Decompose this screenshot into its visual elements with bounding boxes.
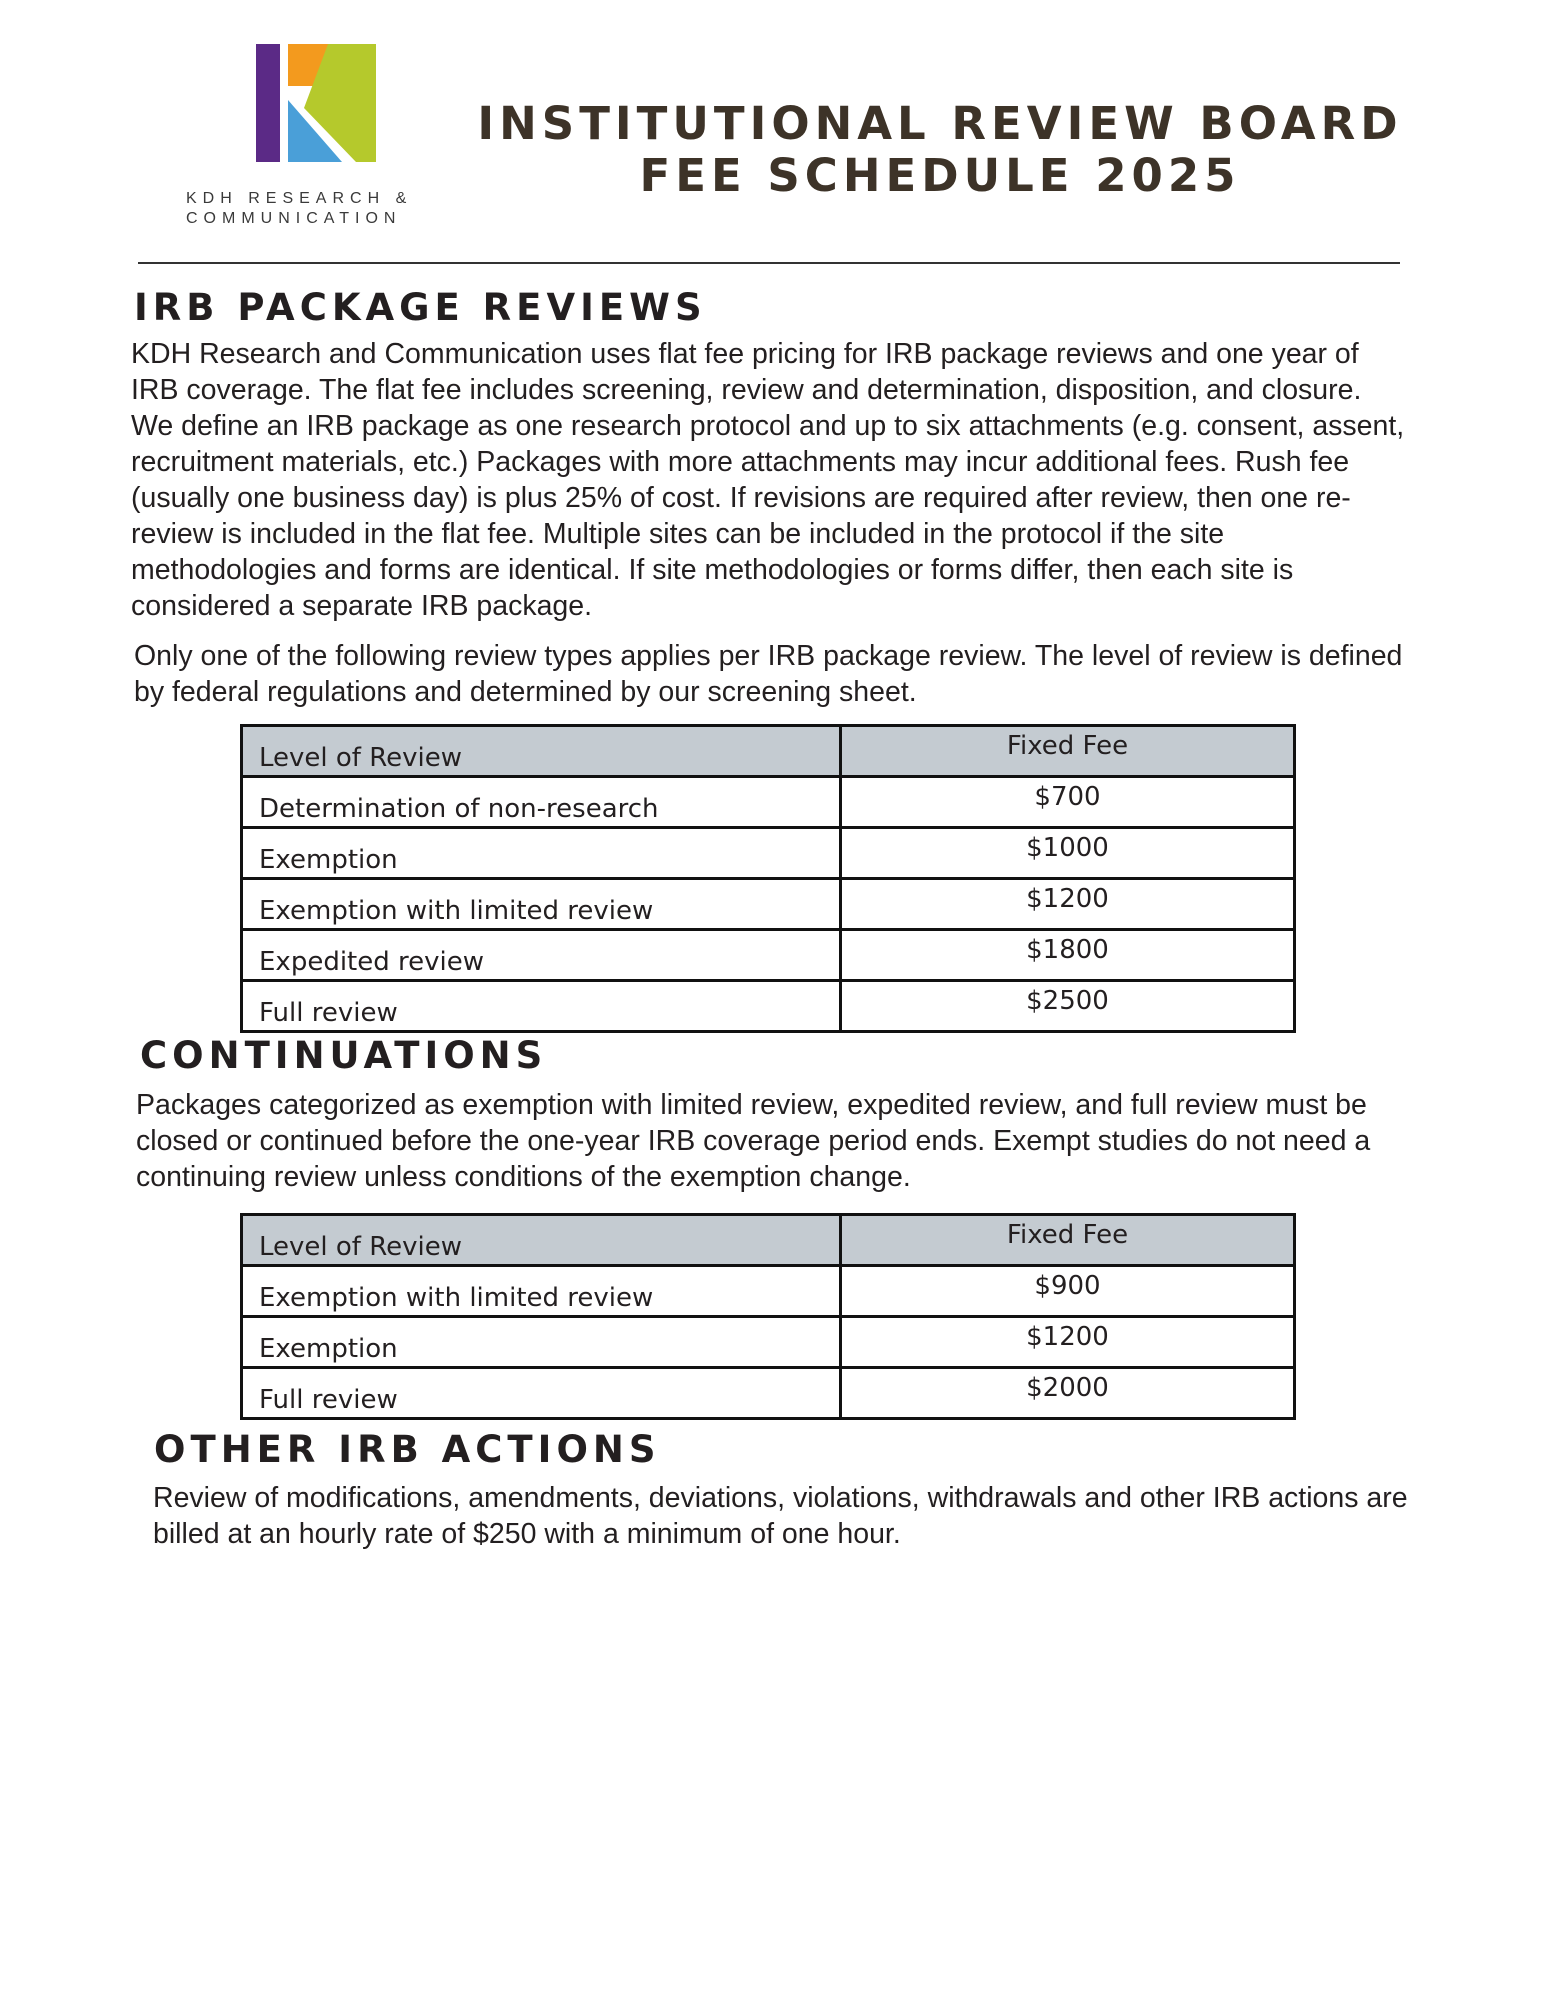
continuations-heading: CONTINUATIONS <box>140 1034 548 1077</box>
title-line-1: INSTITUTIONAL REVIEW BOARD <box>477 97 1403 150</box>
other-actions-paragraph: Review of modifications, amendments, deviations, violations, withdrawals and other IRB actions are billed at an hourly rate of $250 with a minimum of one hour. <box>153 1482 1408 1550</box>
level-cell: Full review <box>242 981 841 1032</box>
column-header-level: Level of Review <box>242 1215 841 1266</box>
level-cell: Exemption <box>242 1317 841 1368</box>
column-header-fee: Fixed Fee <box>841 1215 1295 1266</box>
fee-cell: $2000 <box>841 1368 1295 1419</box>
package-reviews-note: Only one of the following review types applies per IRB package review. The level of review is defined by federal regulations and determined by our screening sheet. <box>134 640 1403 708</box>
table-row <box>242 1368 1295 1419</box>
title-line-2: FEE SCHEDULE 2025 <box>639 149 1241 202</box>
table-row <box>242 930 1295 981</box>
level-cell: Determination of non-research <box>242 777 841 828</box>
fee-cell: $1200 <box>841 879 1295 930</box>
table-header-row <box>242 726 1295 777</box>
header-divider <box>138 262 1400 264</box>
fee-cell: $1800 <box>841 930 1295 981</box>
fee-cell: $1000 <box>841 828 1295 879</box>
level-cell: Exemption <box>242 828 841 879</box>
table-row <box>242 981 1295 1032</box>
level-cell: Exemption with limited review <box>242 1266 841 1317</box>
table-row <box>242 879 1295 930</box>
fee-cell: $2500 <box>841 981 1295 1032</box>
other-actions-heading: OTHER IRB ACTIONS <box>154 1428 661 1471</box>
company-logo <box>186 44 446 234</box>
table-row <box>242 828 1295 879</box>
table-row <box>242 1266 1295 1317</box>
level-cell: Expedited review <box>242 930 841 981</box>
fee-cell: $700 <box>841 777 1295 828</box>
kdh-logo-mark <box>256 44 376 162</box>
continuation-fee-table <box>240 1213 1296 1420</box>
table-row <box>242 777 1295 828</box>
page-title <box>470 98 1410 202</box>
continuations-paragraph: Packages categorized as exemption with limited review, expedited review, and full review must be closed or continued before the one-year IRB coverage period ends. Exempt studies do not need a continuing review unless conditions of the exemption change. <box>136 1089 1371 1193</box>
package-reviews-paragraph: KDH Research and Communication uses flat fee pricing for IRB package reviews and one year of IRB coverage. The flat fee includes screening, review and determination, disposition, and closure. We define an IRB package as one research protocol and up to six attachments (e.g. consent, assent, recruitment materials, etc.) Packages with more attachments may incur additional fees. Rush fee (usually one business day) is plus 25% of cost. If revisions are required after review, then one re-review is included in the flat fee. Multiple sites can be included in the protocol if the site methodologies and forms are identical. If site methodologies or forms differ, then each site is considered a separate IRB package. <box>131 338 1405 622</box>
column-header-level: Level of Review <box>242 726 841 777</box>
fee-cell: $1200 <box>841 1317 1295 1368</box>
package-fee-table <box>240 724 1296 1033</box>
logo-line-1: KDH RESEARCH & <box>186 190 413 207</box>
fee-cell: $900 <box>841 1266 1295 1317</box>
table-row <box>242 1317 1295 1368</box>
level-cell: Exemption with limited review <box>242 879 841 930</box>
package-reviews-heading: IRB PACKAGE REVIEWS <box>134 286 707 329</box>
table-header-row <box>242 1215 1295 1266</box>
logo-line-2: COMMUNICATION <box>186 210 402 227</box>
level-cell: Full review <box>242 1368 841 1419</box>
logo-wordmark <box>186 189 446 229</box>
column-header-fee: Fixed Fee <box>841 726 1295 777</box>
